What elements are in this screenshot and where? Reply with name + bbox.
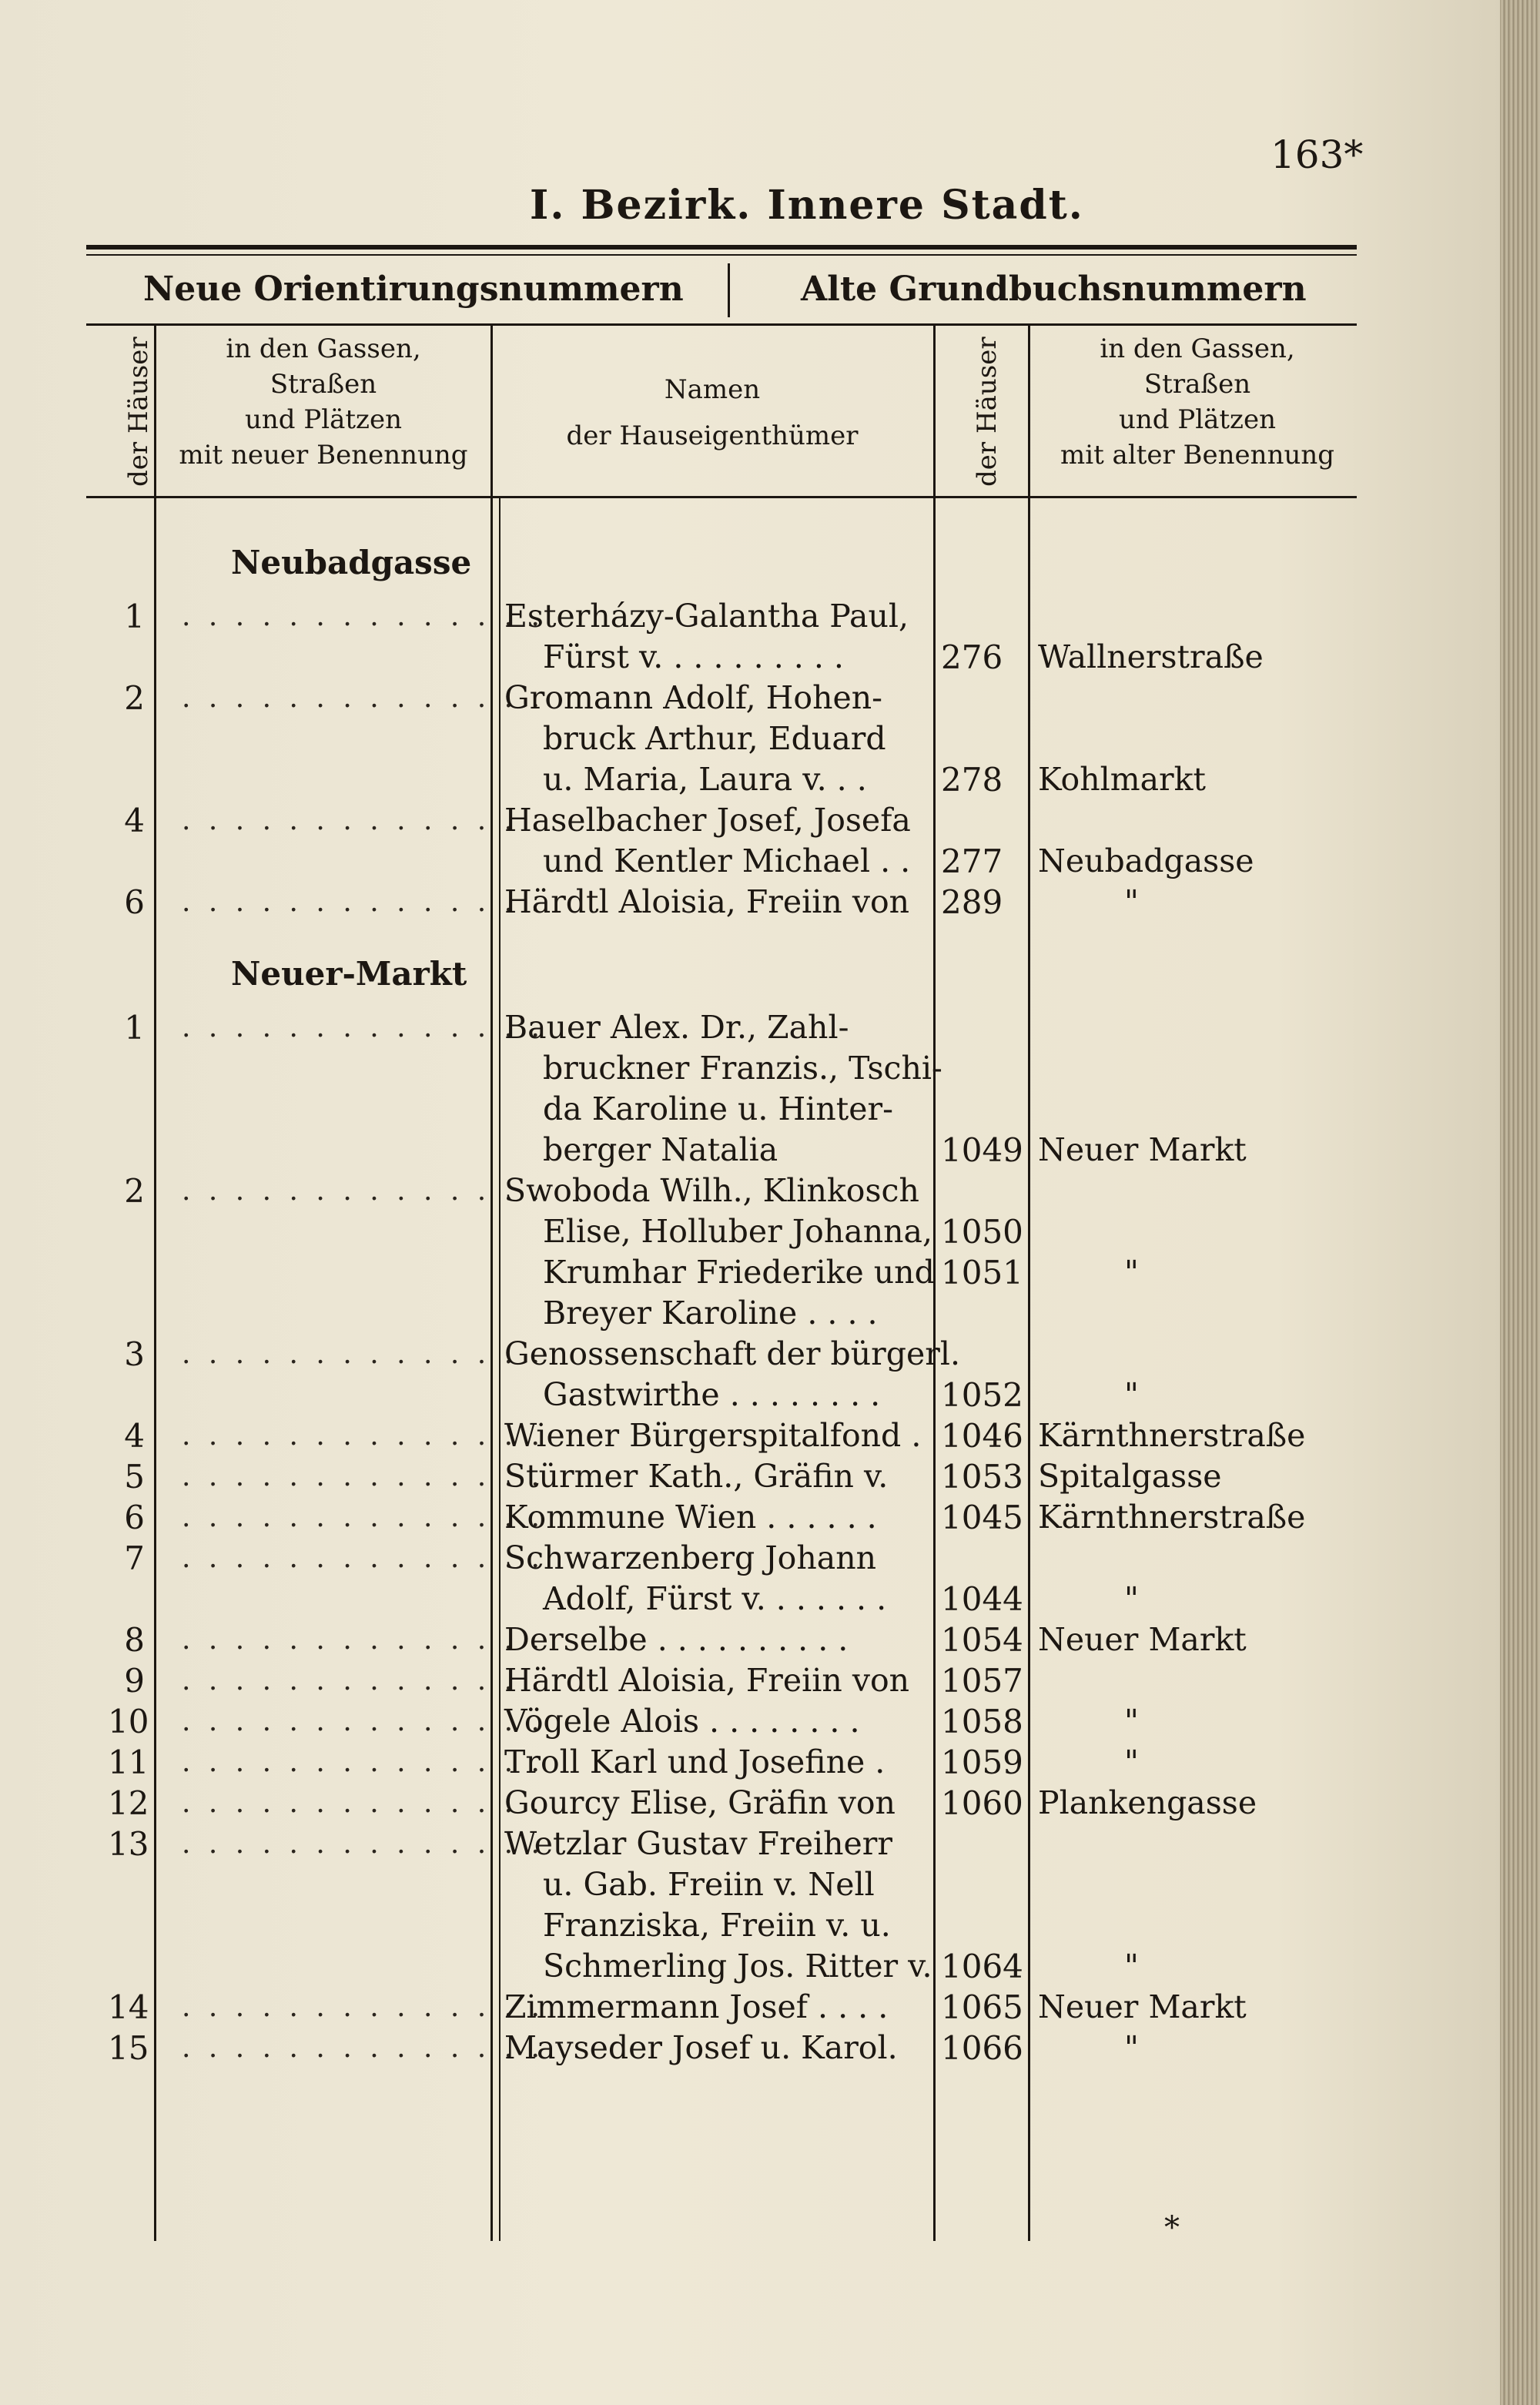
row-number: 2 — [124, 1172, 145, 1210]
ditto-mark: " — [1124, 2029, 1139, 2066]
section-title: Neuer-Markt — [231, 955, 467, 993]
col-rule-4 — [1028, 323, 1030, 2241]
row-number: 9 — [124, 1662, 145, 1700]
rule-top-thin — [86, 254, 1357, 256]
dot-leader: . . . . . . . . . . . . . . — [182, 1665, 544, 1697]
page-edge — [1500, 0, 1540, 2405]
owner-line: Bauer Alex. Dr., Zahl- — [504, 1009, 849, 1046]
old-house-number: 278 — [941, 761, 1003, 799]
old-house-number: 1050 — [941, 1213, 1023, 1251]
owner-line: Schmerling Jos. Ritter v. — [543, 1948, 932, 1985]
dot-leader: . . . . . . . . . . . . . . — [182, 1338, 544, 1370]
old-street-name: Neubadgasse — [1038, 842, 1254, 879]
row-number: 11 — [108, 1743, 149, 1781]
owner-line: Elise, Holluber Johanna, — [543, 1213, 932, 1250]
col-header-streets-old: in den Gassen, Straßen und Plätzen mit alter Benennung — [1060, 333, 1335, 471]
dot-leader: . . . . . . . . . . . . . . — [182, 1624, 544, 1656]
owner-line: Kommune Wien . . . . . . — [504, 1499, 877, 1536]
owner-line: Fürst v. . . . . . . . . . — [543, 638, 844, 675]
row-number: 15 — [108, 2029, 149, 2067]
dot-leader: . . . . . . . . . . . . . . — [182, 1747, 544, 1778]
row-number: 3 — [124, 1335, 145, 1373]
owner-line: Swoboda Wilh., Klinkosch — [504, 1172, 919, 1209]
footnote-mark: * — [1164, 2210, 1180, 2246]
old-street-name: Spitalgasse — [1038, 1458, 1222, 1495]
old-house-number: 1058 — [941, 1703, 1023, 1740]
owner-line: Mayseder Josef u. Karol. — [504, 2029, 898, 2066]
col-header-streets-new: in den Gassen, Straßen und Plätzen mit neuer Benennung — [179, 333, 468, 471]
old-house-number: 276 — [941, 638, 1003, 676]
group-header-new: Neue Orientirungsnummern — [143, 270, 684, 309]
ditto-mark: " — [1124, 1948, 1139, 1985]
dot-leader: . . . . . . . . . . . . . . — [182, 805, 544, 836]
col-rule-1 — [154, 323, 156, 2241]
section-title: Neubadgasse — [231, 544, 472, 581]
old-house-number: 1054 — [941, 1621, 1023, 1659]
row-number: 13 — [108, 1825, 149, 1863]
old-street-name: Neuer Markt — [1038, 1621, 1247, 1658]
old-house-number: 1046 — [941, 1417, 1023, 1455]
rule-top-thick — [86, 245, 1357, 250]
owner-line: bruckner Franzis., Tschi- — [543, 1050, 942, 1087]
owner-line: Breyer Karoline . . . . — [543, 1295, 878, 1331]
owner-line: Vögele Alois . . . . . . . . — [504, 1703, 860, 1740]
old-house-number: 1049 — [941, 1131, 1023, 1169]
ditto-mark: " — [1124, 883, 1139, 920]
old-street-name: Kärnthnerstraße — [1038, 1499, 1306, 1536]
old-house-number: 1057 — [941, 1662, 1023, 1700]
dot-leader: . . . . . . . . . . . . . . — [182, 1012, 544, 1043]
dot-leader: . . . . . . . . . . . . . . — [182, 1175, 544, 1207]
old-street-name: Plankengasse — [1038, 1784, 1257, 1821]
owner-line: Genossenschaft der bürgerl. — [504, 1335, 961, 1372]
owner-line: bruck Arthur, Eduard — [543, 720, 886, 757]
owner-line: Schwarzenberg Johann — [504, 1539, 877, 1576]
dot-leader: . . . . . . . . . . . . . . — [182, 1461, 544, 1492]
row-number: 6 — [124, 883, 145, 921]
dot-leader: . . . . . . . . . . . . . . — [182, 886, 544, 918]
owner-line: u. Gab. Freiin v. Nell — [543, 1866, 875, 1903]
owner-line: Gourcy Elise, Gräfin von — [504, 1784, 896, 1821]
col-header-house-new: der Häuser — [123, 337, 154, 487]
row-number: 6 — [124, 1499, 145, 1536]
rule-columns-bottom — [86, 496, 1357, 498]
dot-leader: . . . . . . . . . . . . . . — [182, 1502, 544, 1533]
owner-line: Gromann Adolf, Hohen- — [504, 679, 882, 716]
ditto-mark: " — [1124, 1376, 1139, 1413]
owner-line: Wetzlar Gustav Freiherr — [504, 1825, 892, 1862]
owner-line: Troll Karl und Josefine . — [504, 1743, 886, 1780]
old-house-number: 1044 — [941, 1580, 1023, 1618]
owner-line: Krumhar Friederike und — [543, 1254, 935, 1291]
page-title: I. Bezirk. Innere Stadt. — [530, 182, 1084, 229]
ditto-mark: " — [1124, 1743, 1139, 1780]
old-street-name: Neuer Markt — [1038, 1131, 1247, 1168]
old-street-name: Kärnthnerstraße — [1038, 1417, 1306, 1454]
dot-leader: . . . . . . . . . . . . . . — [182, 1706, 544, 1737]
row-number: 14 — [108, 1988, 149, 2026]
old-house-number: 1051 — [941, 1254, 1023, 1291]
owner-line: Esterházy-Galantha Paul, — [504, 598, 909, 635]
old-house-number: 1053 — [941, 1458, 1023, 1496]
owner-line: Härdtl Aloisia, Freiin von — [504, 883, 910, 920]
row-number: 8 — [124, 1621, 145, 1659]
row-number: 12 — [108, 1784, 149, 1822]
dot-leader: . . . . . . . . . . . . . . — [182, 1542, 544, 1574]
owner-line: Stürmer Kath., Gräfin v. — [504, 1458, 889, 1495]
row-number: 7 — [124, 1539, 145, 1577]
ditto-mark: " — [1124, 1580, 1139, 1617]
row-number: 4 — [124, 1417, 145, 1455]
dot-leader: . . . . . . . . . . . . . . — [182, 601, 544, 632]
owner-line: berger Natalia — [543, 1131, 778, 1168]
ditto-mark: " — [1124, 1703, 1139, 1740]
old-street-name: Neuer Markt — [1038, 1988, 1247, 2025]
row-number: 4 — [124, 802, 145, 839]
old-house-number: 1045 — [941, 1499, 1023, 1536]
owner-line: Haselbacher Josef, Josefa — [504, 802, 911, 839]
owner-line: Wiener Bürgerspitalfond . — [504, 1417, 922, 1454]
dot-leader: . . . . . . . . . . . . . . — [182, 1828, 544, 1860]
group-header-old: Alte Grundbuchsnummern — [801, 270, 1307, 309]
rule-columns-top — [86, 323, 1357, 326]
owner-line: Franziska, Freiin v. u. — [543, 1907, 891, 1944]
old-street-name: Kohlmarkt — [1038, 761, 1206, 798]
dot-leader: . . . . . . . . . . . . . . — [182, 1420, 544, 1452]
dot-leader: . . . . . . . . . . . . . . — [182, 1787, 544, 1819]
old-house-number: 1066 — [941, 2029, 1023, 2067]
owner-line: Gastwirthe . . . . . . . . — [543, 1376, 881, 1413]
dot-leader: . . . . . . . . . . . . . . — [182, 2032, 544, 2064]
row-number: 1 — [124, 1009, 145, 1047]
owner-line: Derselbe . . . . . . . . . . — [504, 1621, 849, 1658]
col-header-house-old: der Häuser — [972, 337, 1003, 487]
dot-leader: . . . . . . . . . . . . . . — [182, 1991, 544, 2023]
row-number: 1 — [124, 598, 145, 635]
ditto-mark: " — [1124, 1254, 1139, 1291]
owner-line: Zimmermann Josef . . . . — [504, 1988, 889, 2025]
row-number: 10 — [108, 1703, 149, 1740]
owner-line: da Karoline u. Hinter- — [543, 1090, 893, 1127]
owner-line: Adolf, Fürst v. . . . . . . — [543, 1580, 887, 1617]
old-house-number: 1065 — [941, 1988, 1023, 2026]
old-house-number: 1059 — [941, 1743, 1023, 1781]
group-divider — [728, 263, 730, 317]
old-house-number: 1064 — [941, 1948, 1023, 1985]
old-street-name: Wallnerstraße — [1038, 638, 1264, 675]
row-number: 5 — [124, 1458, 145, 1496]
owner-line: u. Maria, Laura v. . . — [543, 761, 867, 798]
old-house-number: 289 — [941, 883, 1003, 921]
old-house-number: 277 — [941, 842, 1003, 880]
old-house-number: 1060 — [941, 1784, 1023, 1822]
old-house-number: 1052 — [941, 1376, 1023, 1414]
page-number: 163* — [1270, 132, 1364, 177]
dot-leader: . . . . . . . . . . . . . . — [182, 682, 544, 714]
owner-line: und Kentler Michael . . — [543, 842, 911, 879]
row-number: 2 — [124, 679, 145, 717]
owner-line: Härdtl Aloisia, Freiin von — [504, 1662, 910, 1699]
col-header-owners: Namen der Hauseigenthümer — [566, 374, 859, 451]
